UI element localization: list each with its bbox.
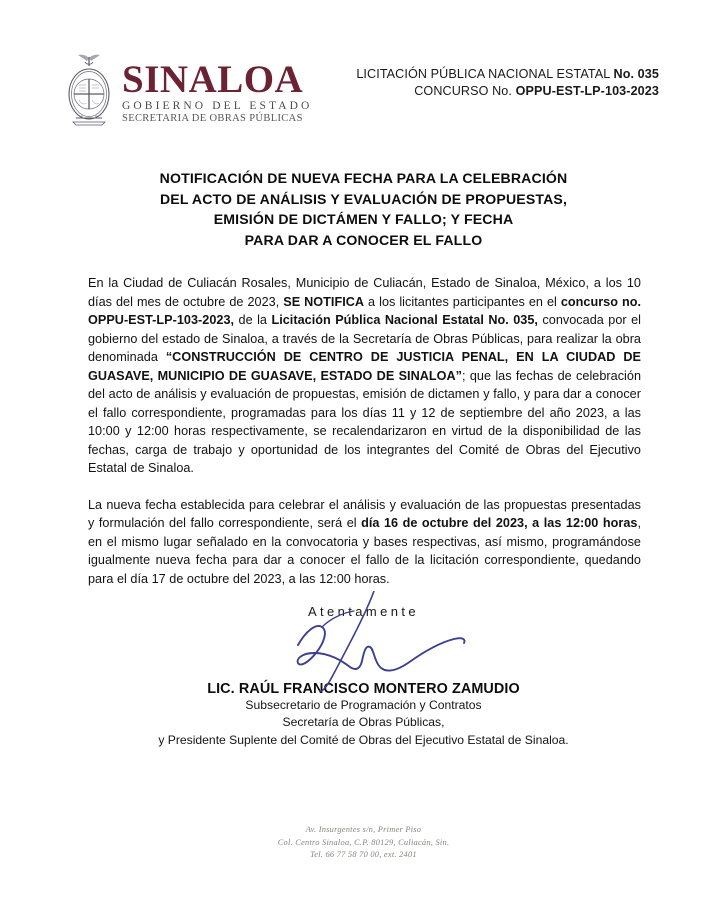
document-footer [0, 824, 727, 862]
page-title-line-4: PARA DAR A CONOCER EL FALLO [244, 231, 483, 248]
tender-reference-line-2 [356, 83, 659, 100]
page-title-line-3: EMISIÓN DE DICTÁMEN Y FALLO; Y FECHA [213, 211, 514, 228]
logo-wordmark [122, 50, 312, 124]
signer-role-line-1: Subsecretario de Programación y Contratos [245, 698, 482, 712]
tender-reference-line-1 [356, 66, 659, 83]
logo-subtitle-department: SECRETARIA DE OBRAS PÚBLICAS [122, 112, 303, 124]
document-header [0, 46, 727, 146]
tender-type-label: LICITACIÓN PÚBLICA NACIONAL ESTATAL [356, 67, 614, 81]
p1-text-4: convocada por el gobierno del estado de Sinaloa, a través de la Secretaría de Obras Públicas, para realizar la obra denominada [88, 313, 642, 365]
page-title-line-2: DEL ACTO DE ANÁLISIS Y EVALUACIÓN DE PROPUESTAS, [159, 190, 568, 207]
signer-role-line-2: Secretaría de Obras Públicas, [282, 715, 445, 730]
footer-address-line-2: Col. Centro Sinaloa, C.P. 80129, Culiacán, Sin. [277, 837, 450, 847]
signer-name: LIC. RAÚL FRANCISCO MONTERO ZAMUDIO [207, 681, 520, 697]
handwritten-signature-icon [246, 591, 496, 695]
page-title [0, 168, 727, 250]
contest-code: OPPU-EST-LP-103-2023 [515, 84, 659, 99]
footer-phone: Tel. 66 77 58 70 00, ext. 2401 [310, 850, 417, 860]
logo-subtitle-government: GOBIERNO DEL ESTADO [122, 99, 313, 112]
signature-block [0, 604, 727, 749]
closing-salutation: Atentamente [307, 604, 420, 619]
document-body [88, 274, 641, 589]
p1-bold-notifica: SE NOTIFICA [283, 294, 365, 309]
page-title-line-1: NOTIFICACIÓN DE NUEVA FECHA PARA LA CELEBRACIÓN [159, 170, 568, 186]
sinaloa-coat-of-arms-icon [62, 52, 116, 132]
footer-address-line-1: Av. Insurgentes s/n, Primer Piso [305, 825, 422, 834]
sinaloa-logo [62, 50, 312, 132]
p1-bold-contest: concurso no. OPPU-EST-LP-103-2023, [88, 294, 642, 328]
p2-bold-new-date: día 16 de octubre del 2023, a las 12:00 horas [361, 516, 638, 531]
body-paragraph-2 [88, 496, 641, 589]
p1-text-2: a los licitantes participantes en el [364, 294, 561, 309]
p1-bold-tender: Licitación Pública Nacional Estatal No. 035, [271, 313, 538, 328]
tender-number: No. 035 [613, 67, 659, 81]
p1-bold-project-name: “CONSTRUCCIÓN DE CENTRO DE JUSTICIA PENAL, EN LA CIUDAD DE GUASAVE, MUNICIPIO DE GUASAVE, ESTADO DE SINALOA” [88, 350, 641, 383]
body-paragraph-1 [88, 274, 641, 478]
p2-text-1: La nueva fecha establecida para celebrar el análisis y evaluación de las propuestas presentadas y formulación del fallo correspondiente, será el [88, 497, 641, 531]
p1-text-3: de la [234, 313, 272, 328]
p1-text-1: En la Ciudad de Culiacán Rosales, Municipio de Culiacán, Estado de Sinaloa, México, a los 10 días del mes de octubre de 2023, [88, 276, 641, 309]
contest-label: CONCURSO No. [414, 84, 516, 99]
p2-text-2: , en el mismo lugar señalado en la convocatoria y bases respectivas, así mismo, programándose igualmente nueva fecha para dar a conocer el fallo de la licitación correspondiente, quedando para el día 17 de octubre del 2023, a las 12:00 horas. [88, 516, 641, 586]
p1-text-5: ; que las fechas de celebración del acto de análisis y evaluación de propuestas, emisión de dictamen y fallo, y para dar a conocer el fallo correspondiente, programadas para los días 11 y 12 de septiembre del año 2023, a las 10:00 y 12:00 horas respectivamente, se recalendarizaron en virtud de la disponibilidad de las fechas, carga de trabajo y oportunidad de los integrantes del Comité de Obras del Ejecutivo Estatal de Sinaloa. [88, 368, 642, 476]
tender-reference [356, 66, 659, 101]
logo-title: SINALOA [122, 58, 304, 101]
signer-role-line-3: y Presidente Suplente del Comité de Obras del Ejecutivo Estatal de Sinaloa. [158, 732, 569, 747]
